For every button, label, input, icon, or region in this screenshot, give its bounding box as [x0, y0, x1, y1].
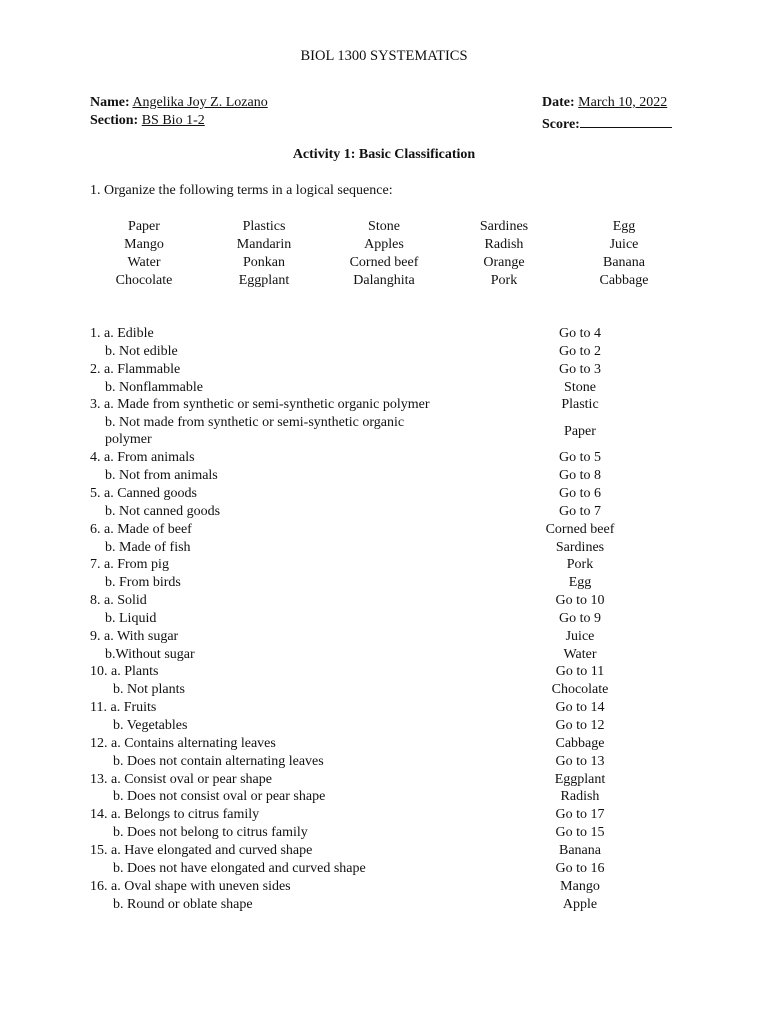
key-step-text: b. Does not have elongated and curved shape — [113, 860, 366, 876]
key-step-text: b. Not from animals — [105, 468, 218, 484]
term-cell: Mandarin — [236, 237, 292, 252]
key-step-text: 12. a. Contains alternating leaves — [90, 735, 276, 751]
key-step-text: b. Not made from synthetic or semi-synthetic organic polymer — [105, 415, 405, 448]
key-step — [0, 896, 768, 914]
key-step-result: Paper — [564, 424, 596, 440]
key-step-text: b. Does not belong to citrus family — [113, 825, 308, 841]
key-step — [0, 735, 768, 753]
term-cell: Paper — [128, 219, 160, 234]
key-step-text: b. Liquid — [105, 610, 157, 626]
key-step — [0, 521, 768, 539]
key-step-text: 7. a. From pig — [90, 557, 169, 573]
key-step-result: Go to 15 — [555, 825, 605, 841]
key-step-text: 5. a. Canned goods — [90, 485, 197, 501]
key-step-text: 3. a. Made from synthetic or semi-synthetic organic polymer — [90, 397, 430, 413]
terms-row — [0, 254, 768, 272]
term-cell: Sardines — [479, 219, 529, 234]
key-step — [0, 574, 768, 592]
term-cell: Radish — [484, 237, 524, 252]
key-step-result: Go to 8 — [559, 468, 601, 484]
term-cell: Corned beef — [349, 255, 419, 270]
key-step — [0, 788, 768, 806]
key-step-result: Go to 5 — [559, 450, 601, 466]
key-step-text: b. Does not consist oval or pear shape — [113, 789, 326, 805]
terms-grid — [0, 218, 768, 290]
key-step — [0, 663, 768, 681]
key-step — [0, 806, 768, 824]
key-step — [0, 699, 768, 717]
key-step-result: Egg — [568, 575, 592, 591]
key-step — [0, 842, 768, 860]
term-cell: Orange — [483, 255, 525, 270]
key-step-result: Radish — [560, 789, 600, 805]
key-step-text: b. Vegetables — [113, 718, 188, 733]
key-step-text: 11. a. Fruits — [90, 700, 157, 716]
key-step-result: Go to 9 — [559, 610, 601, 626]
name-label: Name: — [90, 95, 130, 110]
key-step-text: 10. a. Plants — [90, 664, 159, 680]
key-step-text: b. Round or oblate shape — [113, 896, 253, 912]
score-label: Score: — [542, 117, 580, 132]
key-step-result: Eggplant — [554, 771, 606, 787]
section-value: BS Bio 1-2 — [141, 113, 205, 128]
term-cell: Chocolate — [115, 273, 173, 288]
key-step — [0, 449, 768, 467]
key-step — [0, 753, 768, 771]
key-step-result: Go to 2 — [559, 343, 601, 359]
term-cell: Banana — [603, 255, 645, 270]
activity-title: Activity 1: Basic Classification — [292, 147, 476, 162]
key-step-result: Go to 17 — [555, 807, 605, 823]
course-title: BIOL 1300 SYSTEMATICS — [300, 48, 468, 64]
key-step-text: b. Not plants — [113, 682, 185, 698]
key-step-result: Go to 13 — [555, 753, 605, 769]
key-step-text: 6. a. Made of beef — [90, 521, 192, 537]
key-step-text: b. Does not contain alternating leaves — [113, 753, 324, 769]
key-step-text: b. Nonflammable — [105, 379, 203, 395]
term-cell: Dalanghita — [353, 273, 415, 288]
key-step — [0, 717, 768, 735]
key-step-text: 4. a. From animals — [90, 450, 195, 466]
date-field — [542, 95, 667, 111]
key-step-result: Go to 14 — [555, 700, 605, 716]
key-step — [0, 485, 768, 503]
key-step-result: Go to 11 — [555, 664, 605, 680]
date-label: Date: — [542, 95, 575, 110]
key-step-text: 8. a. Solid — [90, 593, 147, 609]
term-cell: Mango — [124, 237, 164, 252]
key-step — [0, 610, 768, 628]
key-step-text: 2. a. Flammable — [90, 361, 181, 377]
section-label: Section: — [90, 113, 139, 128]
section-field — [90, 113, 308, 129]
key-step — [0, 414, 768, 450]
terms-row — [0, 218, 768, 236]
key-step-result: Go to 16 — [555, 860, 605, 876]
term-cell: Juice — [609, 237, 639, 252]
term-cell: Ponkan — [243, 255, 285, 270]
key-step-result: Stone — [564, 379, 596, 395]
key-step-result: Go to 3 — [559, 361, 601, 377]
key-step — [0, 556, 768, 574]
score-value — [580, 113, 672, 128]
key-step — [0, 878, 768, 896]
key-step-text: 16. a. Oval shape with uneven sides — [90, 878, 291, 894]
key-step-text: b. Not edible — [105, 343, 178, 359]
key-step — [0, 539, 768, 557]
key-step-text: 1. a. Edible — [90, 326, 154, 341]
term-cell: Cabbage — [599, 273, 649, 288]
key-step-text: 13. a. Consist oval or pear shape — [90, 771, 272, 787]
term-cell: Water — [127, 255, 161, 270]
key-step — [0, 628, 768, 646]
key-step-result: Apple — [562, 896, 598, 912]
term-cell: Pork — [490, 273, 518, 288]
key-step-text: b. Made of fish — [105, 539, 191, 555]
key-step-text: b. From birds — [105, 575, 181, 591]
key-step — [0, 646, 768, 664]
key-step-result: Go to 12 — [555, 718, 605, 733]
key-step — [0, 592, 768, 610]
term-cell: Stone — [368, 219, 400, 234]
key-step — [0, 503, 768, 521]
key-step — [0, 325, 768, 343]
key-step — [0, 379, 768, 397]
key-step-result: Banana — [559, 842, 601, 858]
term-cell: Plastics — [242, 219, 286, 234]
key-step-result: Water — [563, 646, 597, 662]
score-field — [542, 113, 672, 133]
key-step — [0, 467, 768, 485]
name-field — [90, 95, 302, 111]
key-step-text: 9. a. With sugar — [90, 628, 179, 644]
key-step-text: 14. a. Belongs to citrus family — [90, 807, 260, 823]
key-step — [0, 824, 768, 842]
key-step — [0, 771, 768, 789]
key-step-text: 15. a. Have elongated and curved shape — [90, 842, 313, 858]
question-text: 1. Organize the following terms in a logical sequence: — [90, 183, 393, 198]
terms-row — [0, 236, 768, 254]
key-step-result: Go to 6 — [559, 485, 601, 501]
key-step-result: Plastic — [561, 397, 599, 413]
key-step-result: Juice — [565, 628, 595, 644]
key-step-text: b. Not canned goods — [105, 503, 221, 519]
key-step-result: Go to 4 — [559, 326, 601, 341]
term-cell: Apples — [364, 237, 404, 252]
key-step — [0, 681, 768, 699]
term-cell: Egg — [612, 219, 636, 234]
key-step-result: Mango — [560, 878, 600, 894]
key-step-result: Cabbage — [555, 735, 605, 751]
key-step-result: Corned beef — [545, 521, 615, 537]
key-step-result: Chocolate — [551, 682, 609, 698]
key-step — [0, 860, 768, 878]
name-value: Angelika Joy Z. Lozano — [132, 95, 268, 110]
date-value: March 10, 2022 — [578, 95, 668, 110]
term-cell: Eggplant — [238, 273, 290, 288]
key-step-result: Go to 10 — [555, 593, 605, 609]
key-step-result: Sardines — [555, 539, 605, 555]
terms-row — [0, 272, 768, 290]
key-step-result: Pork — [566, 557, 594, 573]
key-step-text: b.Without sugar — [105, 646, 195, 662]
key-step — [0, 396, 768, 414]
key-step — [0, 361, 768, 379]
key-step-result: Go to 7 — [559, 503, 601, 519]
key-step — [0, 343, 768, 361]
